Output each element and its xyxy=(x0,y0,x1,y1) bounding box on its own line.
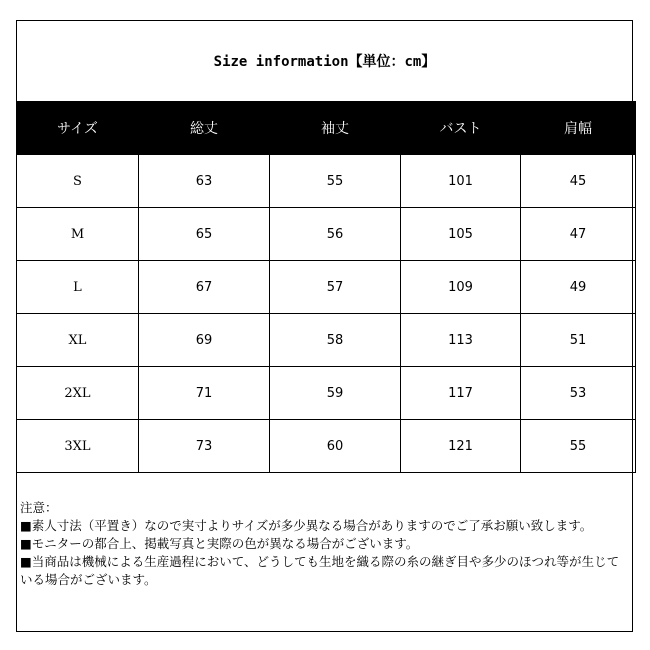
cell-sleeve: 60 xyxy=(270,420,401,473)
cell-shoulder: 49 xyxy=(521,261,636,314)
table-row xyxy=(17,367,636,420)
cell-shoulder: 47 xyxy=(521,208,636,261)
cell-length: 73 xyxy=(139,420,270,473)
note-item: ■当商品は機械による生産過程において、どうしても生地を織る際の糸の継ぎ目や多少のほつれ等が生じている場合がございます。 xyxy=(20,554,620,587)
table-row xyxy=(17,420,636,473)
cell-bust: 105 xyxy=(401,208,521,261)
cell-length: 67 xyxy=(139,261,270,314)
cell-size: 3XL xyxy=(17,420,139,473)
cell-bust: 109 xyxy=(401,261,521,314)
cell-length: 63 xyxy=(139,155,270,208)
note-item: ■素人寸法（平置き）なので実寸よりサイズが多少異なる場合がありますのでご了承お願い致します。 xyxy=(20,518,593,533)
cell-size: L xyxy=(17,261,139,314)
header-shoulder: 肩幅 xyxy=(521,101,636,155)
cell-bust: 121 xyxy=(401,420,521,473)
cell-sleeve: 57 xyxy=(270,261,401,314)
cell-sleeve: 59 xyxy=(270,367,401,420)
cell-bust: 117 xyxy=(401,367,521,420)
cell-length: 65 xyxy=(139,208,270,261)
header-size: サイズ xyxy=(17,101,139,155)
cell-size: 2XL xyxy=(17,367,139,420)
cell-sleeve: 58 xyxy=(270,314,401,367)
table-row xyxy=(17,261,636,314)
cell-length: 71 xyxy=(139,367,270,420)
size-table xyxy=(16,101,636,473)
cell-bust: 113 xyxy=(401,314,521,367)
cell-size: S xyxy=(17,155,139,208)
cell-bust: 101 xyxy=(401,155,521,208)
notes-section xyxy=(20,499,625,589)
cell-shoulder: 55 xyxy=(521,420,636,473)
cell-size: M xyxy=(17,208,139,261)
cell-sleeve: 55 xyxy=(270,155,401,208)
cell-size: XL xyxy=(17,314,139,367)
note-item: ■モニターの都合上、掲載写真と実際の色が異なる場合がございます。 xyxy=(20,536,419,551)
notes-heading: 注意： xyxy=(20,500,58,515)
cell-shoulder: 53 xyxy=(521,367,636,420)
cell-shoulder: 51 xyxy=(521,314,636,367)
cell-shoulder: 45 xyxy=(521,155,636,208)
chart-title: Size information【単位：cm】 xyxy=(213,54,436,70)
table-header-row xyxy=(17,101,636,155)
table-row xyxy=(17,208,636,261)
size-chart-frame xyxy=(16,20,633,632)
table-row xyxy=(17,155,636,208)
header-sleeve: 袖丈 xyxy=(270,101,401,155)
header-bust: バスト xyxy=(401,101,521,155)
header-length: 総丈 xyxy=(139,101,270,155)
cell-length: 69 xyxy=(139,314,270,367)
table-row xyxy=(17,314,636,367)
cell-sleeve: 56 xyxy=(270,208,401,261)
